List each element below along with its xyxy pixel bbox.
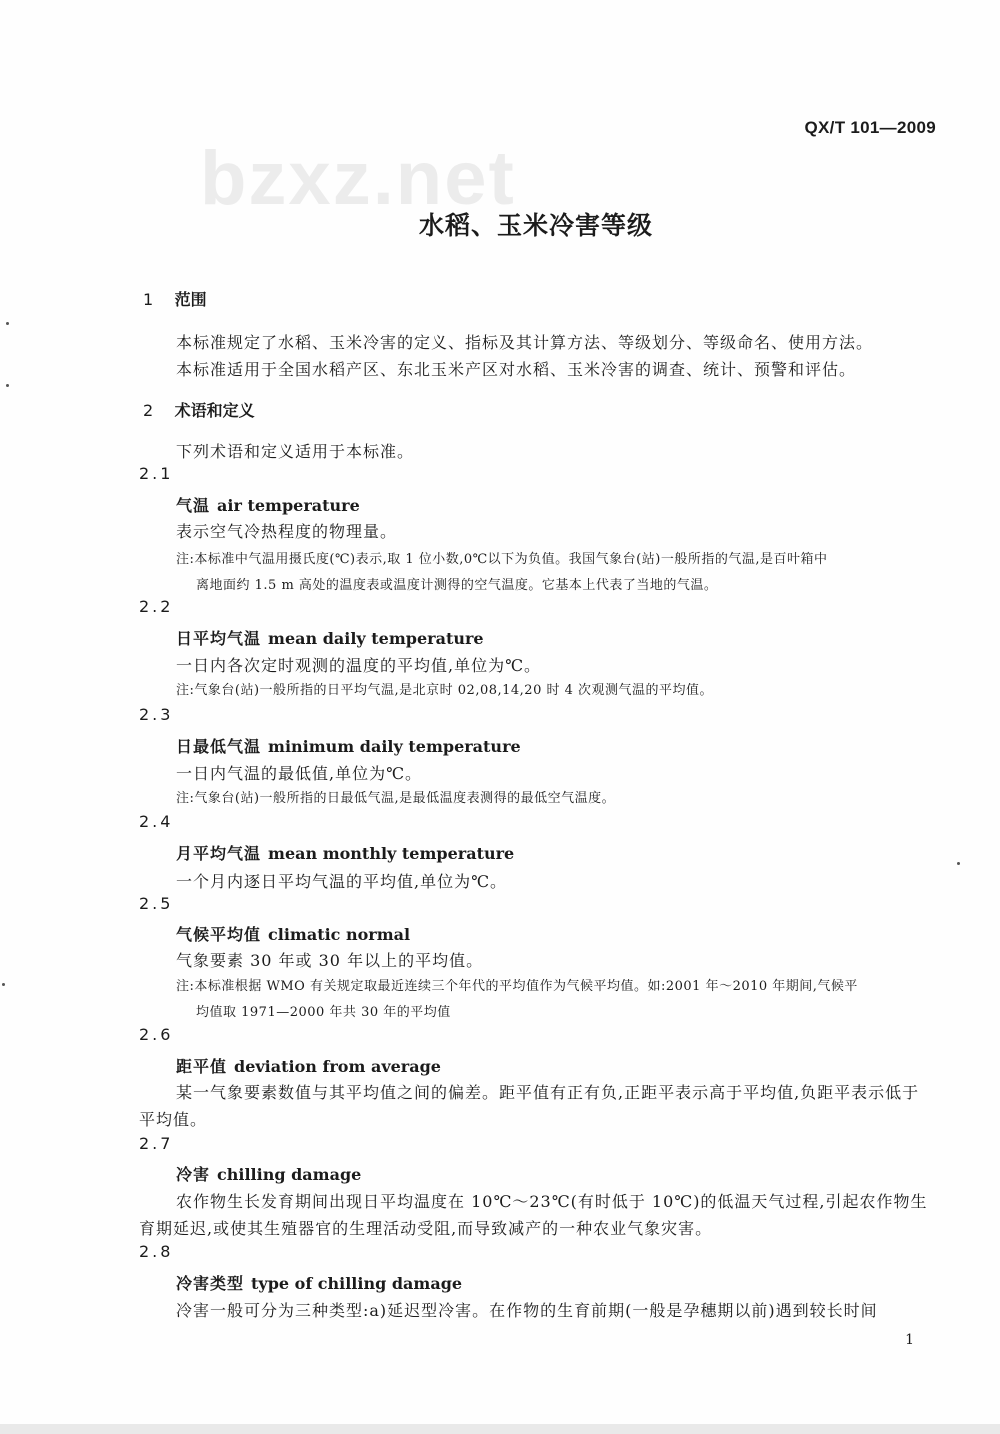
term-chinese: 月平均气温 bbox=[176, 844, 262, 863]
scope-paragraph-2: 本标准适用于全国水稻产区、东北玉米产区对水稻、玉米冷害的调查、统计、预警和评估。 bbox=[176, 360, 857, 379]
viewer-bottom-edge bbox=[0, 1424, 1000, 1434]
clause-number: 2.3 bbox=[139, 705, 174, 724]
term-english: chilling damage bbox=[217, 1165, 362, 1184]
section-number: 1 bbox=[143, 290, 154, 309]
term-definition: 某一气象要素数值与其平均值之间的偏差。距平值有正有负,正距平表示高于平均值,负距平表示低于平均值。 bbox=[139, 1083, 920, 1129]
term-note bbox=[176, 974, 934, 1026]
term-chinese: 冷害 bbox=[176, 1165, 211, 1184]
term-definition: 气象要素 30 年或 30 年以上的平均值。 bbox=[176, 951, 484, 970]
clause-number: 2.7 bbox=[139, 1134, 174, 1153]
note-line: 注:气象台(站)一般所指的日平均气温,是北京时 02,08,14,20 时 4 次观测气温的平均值。 bbox=[176, 683, 714, 698]
scan-speck bbox=[2, 983, 5, 986]
term-heading bbox=[176, 1271, 462, 1294]
term-heading bbox=[176, 922, 410, 945]
term-english: mean monthly temperature bbox=[268, 844, 515, 863]
term-chinese: 日最低气温 bbox=[176, 737, 262, 756]
term-chinese: 日平均气温 bbox=[176, 629, 262, 648]
page-number: 1 bbox=[905, 1332, 914, 1348]
clause-number: 2.6 bbox=[139, 1025, 174, 1044]
note-line: 注:本标准中气温用摄氏度(℃)表示,取 1 位小数,0℃以下为负值。我国气象台(站)一般所指的气温,是百叶箱中 bbox=[176, 552, 828, 567]
term-heading bbox=[176, 493, 360, 516]
section-title: 术语和定义 bbox=[174, 401, 255, 420]
term-chinese: 距平值 bbox=[176, 1057, 228, 1076]
term-heading bbox=[176, 626, 484, 649]
term-heading bbox=[176, 841, 514, 864]
watermark: bzxz.net bbox=[200, 136, 516, 221]
term-definition: 表示空气冷热程度的物理量。 bbox=[176, 522, 398, 541]
term-definition: 一日内气温的最低值,单位为℃。 bbox=[176, 764, 422, 783]
section-2-heading bbox=[143, 398, 255, 421]
term-definition: 一个月内逐日平均气温的平均值,单位为℃。 bbox=[176, 872, 507, 891]
term-chinese: 气候平均值 bbox=[176, 925, 262, 944]
clause-number: 2.4 bbox=[139, 812, 174, 831]
note-line: 注:本标准根据 WMO 有关规定取最近连续三个年代的平均值作为气候平均值。如:2001 年～2010 年期间,气候平 bbox=[176, 979, 858, 994]
term-chinese: 冷害类型 bbox=[176, 1274, 245, 1293]
clause-number: 2.1 bbox=[139, 464, 174, 483]
note-line: 离地面约 1.5 m 高处的温度表或温度计测得的空气温度。它基本上代表了当地的气温。 bbox=[196, 578, 718, 593]
term-definition: 农作物生长发育期间出现日平均温度在 10℃～23℃(有时低于 10℃)的低温天气过程,引起农作物生育期延迟,或使其生殖器官的生理活动受阻,而导致减产的一种农业气象灾害。 bbox=[139, 1192, 928, 1238]
scan-speck bbox=[6, 384, 9, 387]
term-heading bbox=[176, 1054, 441, 1077]
note-line: 均值取 1971—2000 年共 30 年的平均值 bbox=[196, 1005, 451, 1020]
clause-number: 2.5 bbox=[139, 894, 174, 913]
term-english: air temperature bbox=[217, 496, 360, 515]
term-english: mean daily temperature bbox=[268, 629, 484, 648]
clause-number: 2.8 bbox=[139, 1242, 174, 1261]
term-definition: 冷害一般可分为三种类型:a)延迟型冷害。在作物的生育前期(一般是孕穗期以前)遇到较长时间 bbox=[176, 1301, 878, 1320]
term-heading bbox=[176, 1162, 361, 1185]
term-english: minimum daily temperature bbox=[268, 737, 521, 756]
term-english: type of chilling damage bbox=[251, 1274, 463, 1293]
term-note bbox=[176, 547, 934, 599]
term-note bbox=[176, 678, 934, 704]
scan-speck bbox=[6, 322, 9, 325]
term-english: climatic normal bbox=[268, 925, 411, 944]
term-english: deviation from average bbox=[234, 1057, 441, 1076]
term-heading bbox=[176, 734, 521, 757]
note-line: 注:气象台(站)一般所指的日最低气温,是最低温度表测得的最低空气温度。 bbox=[176, 791, 616, 806]
section-title: 范围 bbox=[174, 290, 207, 309]
term-chinese: 气温 bbox=[176, 496, 211, 515]
section-number: 2 bbox=[143, 401, 154, 420]
section-1-heading bbox=[143, 287, 207, 310]
scope-paragraph-1: 本标准规定了水稻、玉米冷害的定义、指标及其计算方法、等级划分、等级命名、使用方法。 bbox=[176, 333, 874, 352]
scan-speck bbox=[957, 862, 960, 865]
term-definition: 一日内各次定时观测的温度的平均值,单位为℃。 bbox=[176, 656, 541, 675]
term-note bbox=[176, 786, 934, 812]
standard-code: QX/T 101—2009 bbox=[804, 118, 936, 137]
terms-intro: 下列术语和定义适用于本标准。 bbox=[176, 442, 415, 461]
document-title: 水稻、玉米冷害等级 bbox=[418, 211, 653, 240]
clause-number: 2.2 bbox=[139, 597, 174, 616]
